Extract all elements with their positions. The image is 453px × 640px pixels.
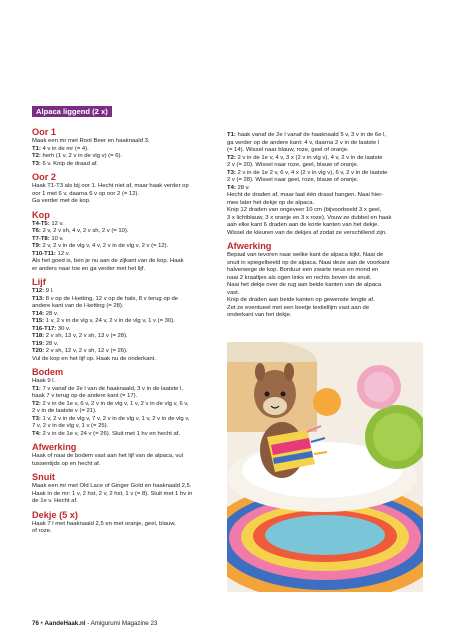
text-line: T19: 28 v. — [32, 340, 59, 347]
snuit-block — [32, 483, 217, 506]
text-line: T12: 9 l. — [32, 288, 54, 294]
text-line: (= 14). Wissel naar blauw, roze, geel of oranje. — [227, 147, 349, 153]
round-label: T1: — [32, 385, 41, 392]
bodem-block — [32, 378, 217, 438]
alpaca-illustration — [227, 342, 423, 592]
round-label: T3: — [32, 415, 41, 422]
text-line: T6: 2 v, 2 v sh, 4 v, 2 v sh, 2 v (= 10). — [32, 228, 129, 234]
heading-lijf: Lijf — [32, 277, 46, 287]
round-label: T14: — [32, 310, 45, 317]
text-line: T3: 6 v. Knip de draad af. — [32, 160, 99, 167]
footer-bullet: • — [40, 620, 43, 627]
text-line: 2 v in de laatste v (= 21). — [32, 408, 97, 414]
round-label: T4: — [32, 430, 41, 437]
text-line: Als het goed is, ben je nu aan de zijkant van de kop. Haak — [32, 258, 184, 264]
text-line: Maak een mr met Old Lace of Ginger Gold en haaknaald 2,5. — [32, 483, 192, 489]
text-line: Naai het dekje over de rug aan beide kanten van de alpaca — [227, 282, 382, 288]
text-line: T18: 2 v sh, 13 v, 2 v sh, 13 v (= 28). — [32, 333, 128, 339]
section-banner: Alpaca liggend (2 x) — [32, 106, 112, 117]
text-line: er anders naar toe en ga verder met het lijf. — [32, 265, 145, 272]
round-label: T20: — [32, 348, 45, 354]
round-label: T6: — [32, 228, 41, 234]
text-line: oor 1 met 6 v, daarna 6 v op oor 2 (= 12). — [32, 190, 140, 197]
text-line: Knip 12 draden van ongeveer 10 cm (bijvoorbeeld 3 x geel, — [227, 207, 382, 213]
text-line: T20: 2 v sh, 12 v, 2 v sh, 12 v (= 26). — [32, 348, 128, 354]
round-label: T13: — [32, 295, 45, 302]
text-line: halverwege de kop. Borduur een zwarte neus en mond en — [227, 267, 379, 273]
kop-block — [32, 221, 217, 274]
text-line: andere kant van de l-ketting (= 28). — [32, 303, 124, 309]
heading-dekje: Dekje (5 x) — [32, 509, 78, 520]
heading-kop: Kop — [32, 209, 50, 220]
text-line: Haak 7 l met haaknaald 2,5 en met oranje, geel, blauw, — [32, 520, 176, 527]
text-line: Ga verder met de kop. — [32, 198, 91, 204]
text-line: T9: 2 v, 2 v in de vlg v, 4 v, 2 v in de vlg v, 2 v (= 12). — [32, 243, 169, 249]
heading-snuit: Snuit — [32, 472, 55, 482]
round-label: T3: — [227, 169, 236, 176]
text-line: of roze. — [32, 528, 52, 534]
round-label: T2: — [227, 154, 236, 161]
footer-site: AandeHaak.nl — [44, 620, 86, 627]
round-label: T7-T8: — [32, 235, 50, 242]
round-label: T4: — [227, 184, 236, 191]
text-line: T3: 1 v, 2 v in de vlg v, 7 v, 2 v in de vlg v, 1 v, 2 v in de vlg v, — [32, 415, 190, 422]
round-label: T10-T11: — [32, 250, 56, 257]
text-line: T14: 28 v. — [32, 310, 59, 317]
text-line: vast. — [227, 289, 240, 296]
heading-afwerking-left: Afwerking — [32, 442, 77, 452]
left-column — [32, 106, 217, 536]
heading-afwerking-right: Afwerking — [227, 241, 272, 251]
text-line: T1: haak vanaf de 2e l vanaf de haaknaald 5 v, 3 v in de 6e l, — [227, 132, 387, 138]
text-line: mee later het dekje op de alpaca. — [227, 199, 315, 206]
text-line: Knip de draden aan beide kanten op gewenste lengte af. — [227, 297, 375, 303]
text-line: Haak T1-T3 als bij oor 1. Hecht niet af, maar haak verder op — [32, 183, 189, 189]
oor1-block — [32, 138, 217, 168]
text-line: snuit in spiegelbeeld op de alpaca. Naai deze aan de voorkant — [227, 259, 390, 266]
text-line: Haak in de mr: 1 v, 2 hst, 2 v, 2 hst, 1 v (= 8). Sluit met 1 hv in — [32, 490, 193, 497]
text-line: T2: herh (1 v, 2 v in de vlg v) (= 6). — [32, 153, 123, 159]
round-label: T1: — [32, 145, 41, 152]
footer-magazine: - Amigurumi Magazine 23 — [87, 620, 158, 627]
text-line: Wissel de kleuren van de dekjes af zodat ze verschillend zijn. — [227, 229, 387, 236]
round-label: T18: — [32, 333, 45, 339]
oor2-block — [32, 183, 217, 206]
text-line: onderkant van het dekje. — [227, 312, 292, 318]
heading-oor1: Oor 1 — [32, 127, 56, 137]
text-line: T1: 7 v vanaf de 2e l van de haaknaald, 3 v in de laatste l, — [32, 385, 183, 392]
round-label: T9: — [32, 243, 41, 249]
dekje-continued-block — [227, 132, 423, 237]
text-line: T2: 2 v in de 1e v, 4 v, 3 x (2 v in vlg v), 4 v, 2 v in de laatste — [227, 154, 383, 161]
text-line: 2 v (= 20). Wissel naar roze, geel, blauw of oranje. — [227, 162, 359, 168]
afwerking-left-block — [32, 453, 217, 468]
text-line: T1: 4 v in de mr (= 4). — [32, 145, 89, 152]
afwerking-right-block — [227, 252, 423, 320]
text-line: Bepaal van tevoren naar welke kant de alpaca kijkt. Naai de — [227, 252, 384, 258]
text-line: tussentijds op en hecht af. — [32, 460, 101, 467]
round-label: T12: — [32, 288, 45, 294]
round-label: T15: — [32, 318, 45, 324]
text-line: T16-T17: 30 v. — [32, 325, 71, 332]
text-line: de 1e v. Hecht af. — [32, 498, 78, 504]
right-column — [227, 132, 423, 320]
text-line: T4-T5: 12 v. — [32, 220, 64, 227]
text-line: Vul de kop en het lijf op. Haak nu de onderkant. — [32, 355, 156, 362]
text-line: T4: 2 v in de 1e v, 24 v (= 26). Sluit met 1 hv en hecht af. — [32, 430, 181, 437]
text-line: aan elke kant 6 draden aan de korte kanten van het dekje. — [227, 222, 379, 228]
heading-oor2: Oor 2 — [32, 172, 56, 182]
round-label: T19: — [32, 340, 45, 347]
text-line: Zet ze eventueel met een beetje textiellijm vast aan de — [227, 304, 370, 311]
round-label: T1: — [227, 132, 236, 138]
text-line: Maak een mr met Root Beer en haaknaald 3. — [32, 138, 150, 144]
page-footer — [32, 620, 157, 627]
text-line: T10-T11: 12 v. — [32, 250, 70, 257]
dekje-block — [32, 521, 217, 536]
text-line: 3 x lichtblauw, 3 x oranje en 3 x roze). Vouw ze dubbel en haak — [227, 214, 392, 221]
alpaca-photo — [227, 342, 423, 592]
text-line: T13: 8 v op de l-ketting, 12 v op de hals, 8 v terug op de — [32, 295, 179, 302]
round-label: T3: — [32, 160, 41, 167]
text-line: T2: 2 v in de 1e v, 6 v, 2 v in de vlg v, 1 v, 2 v in de vlg v, 6 v, — [32, 400, 189, 407]
text-line: T7-T8: 10 v. — [32, 235, 64, 242]
text-line: T3: 2 v in de 1e 2 v, 6 v, 4 x (2 v in vlg v), 6 v, 2 v in de laatste — [227, 169, 388, 176]
lijf-block — [32, 288, 217, 363]
round-label: T16-T17: — [32, 325, 57, 332]
text-line: T15: 1 v, 2 v in de vlg v, 24 v, 2 v in de vlg v, 1 v (= 30). — [32, 318, 175, 324]
text-line: T4: 28 v. — [227, 184, 250, 191]
round-label: T2: — [32, 400, 41, 407]
round-label: T2: — [32, 153, 41, 159]
round-label: T4-T5: — [32, 220, 50, 227]
text-line: 2 v (= 28). Wissel naar geel, roze, blauw of oranje. — [227, 177, 359, 183]
heading-bodem: Bodem — [32, 367, 64, 377]
text-line: haak 7 v terug op de andere kant (= 17). — [32, 393, 138, 399]
text-line: naai 2 kraaltjes als ogen links en rechts boven de snuit. — [227, 274, 372, 281]
text-line: ga verder op de andere kant: 4 v, daarna 2 v in de laatste l — [227, 139, 380, 146]
text-line: Haak of naai de bodem vast aan het lijf van de alpaca, vul — [32, 453, 183, 459]
text-line: Haak 9 l. — [32, 378, 56, 384]
text-line: 7 v, 2 v in de vlg v, 1 v (= 25). — [32, 423, 109, 429]
text-line: Hecht de draden af, maar laat één draad hangen. Naai hier- — [227, 192, 384, 198]
page-number: 76 — [32, 620, 39, 627]
